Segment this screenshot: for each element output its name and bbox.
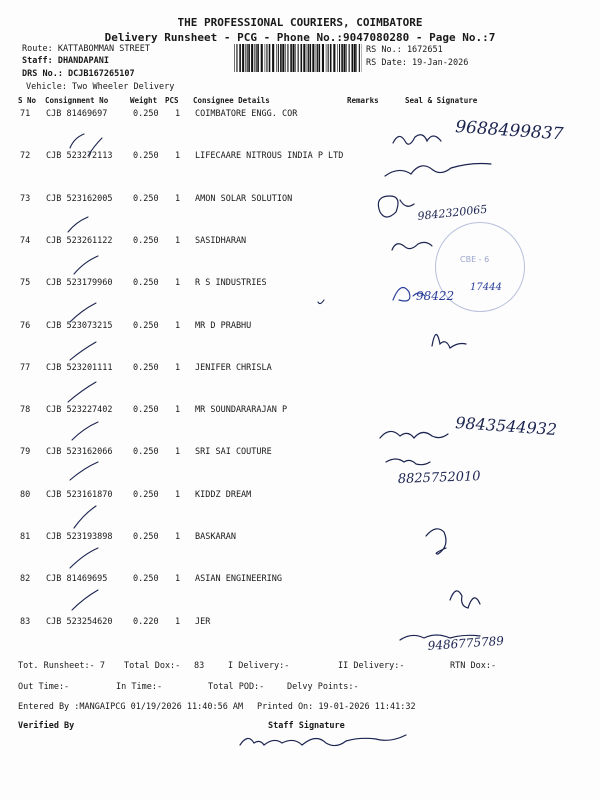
row-consignment: CJB 81469695 bbox=[46, 574, 108, 585]
row-consignee: AMON SOLAR SOLUTION bbox=[195, 193, 293, 204]
barcode-bar bbox=[261, 44, 263, 72]
barcode-bar bbox=[307, 44, 308, 72]
barcode-bar bbox=[341, 44, 343, 72]
row-consignment: CJB 81469697 bbox=[46, 109, 108, 119]
barcode-bar bbox=[295, 44, 296, 72]
row-consignment: CJB 523161870 bbox=[46, 489, 113, 500]
row-weight: 0.250 bbox=[133, 362, 159, 373]
barcode-bar bbox=[298, 44, 299, 72]
row-weight: 0.250 bbox=[133, 109, 159, 119]
rs-number: RS No.: 1672651 bbox=[366, 45, 443, 55]
barcode-bar bbox=[287, 44, 288, 72]
row-pcs: 1 bbox=[175, 405, 181, 416]
row-weight: 0.250 bbox=[133, 193, 159, 204]
row-consignee: JER bbox=[195, 616, 211, 627]
col-pcs: PCS bbox=[165, 96, 179, 105]
handwritten-note-2: 98422 bbox=[416, 289, 455, 303]
table-row bbox=[0, 321, 600, 335]
row-consignment: CJB 523201111 bbox=[46, 362, 113, 373]
barcode-bar bbox=[328, 44, 329, 72]
handwritten-phone-5: 9842320065 bbox=[416, 202, 488, 223]
barcode-bar bbox=[265, 44, 266, 72]
tick-mark bbox=[74, 256, 98, 274]
barcode-bar bbox=[356, 44, 357, 72]
row-consignee: MR SOUNDARARAJAN P bbox=[195, 405, 288, 416]
row-consignee: LIFECAARE NITROUS INDIA P LTD bbox=[195, 151, 344, 162]
row-sno: 83 bbox=[20, 616, 31, 627]
tick-mark bbox=[68, 217, 88, 232]
row-weight: 0.220 bbox=[133, 616, 159, 627]
row-sno: 78 bbox=[20, 405, 31, 416]
row-pcs: 1 bbox=[175, 193, 181, 204]
rs-date: RS Date: 19-Jan-2026 bbox=[366, 58, 469, 68]
barcode-bar bbox=[322, 44, 324, 72]
tick-mark bbox=[72, 422, 98, 440]
row-sno: 79 bbox=[20, 447, 31, 458]
barcode-bar bbox=[339, 44, 340, 72]
row-pcs: 1 bbox=[175, 489, 181, 500]
row-sno: 76 bbox=[20, 320, 31, 331]
barcode-bar bbox=[285, 44, 286, 72]
row-consignment: CJB 523193898 bbox=[46, 532, 113, 542]
col-consignee: Consignee Details bbox=[193, 96, 270, 105]
row-pcs: 1 bbox=[175, 574, 181, 585]
barcode-bar bbox=[282, 44, 284, 72]
barcode-bar bbox=[346, 44, 347, 72]
route-label: Route: KATTABOMMAN STREET bbox=[22, 44, 150, 54]
row-sno: 75 bbox=[20, 278, 31, 289]
barcode-bar bbox=[319, 44, 321, 72]
table-row bbox=[0, 574, 600, 588]
drs-label: DRS No.: DCJB167265107 bbox=[22, 69, 135, 79]
row-weight: 0.250 bbox=[133, 320, 159, 331]
barcode bbox=[234, 44, 362, 72]
barcode-bar bbox=[344, 44, 346, 72]
row-weight: 0.250 bbox=[133, 235, 159, 246]
row-consignee: MR D PRABHU bbox=[195, 320, 252, 331]
tick-mark bbox=[70, 134, 84, 148]
row-sno: 81 bbox=[20, 532, 31, 542]
barcode-bar bbox=[236, 44, 237, 72]
tick-mark bbox=[70, 548, 98, 568]
barcode-bar bbox=[247, 44, 248, 72]
barcode-bar bbox=[248, 44, 250, 72]
row-pcs: 1 bbox=[175, 616, 181, 627]
table-row bbox=[0, 447, 600, 461]
tick-mark bbox=[70, 342, 96, 360]
ii-delivery: II Delivery:- bbox=[338, 661, 405, 671]
barcode-bar bbox=[245, 44, 246, 72]
table-row bbox=[0, 617, 600, 631]
handwritten-phone-4: 9486775789 bbox=[427, 633, 505, 653]
barcode-bar bbox=[276, 44, 277, 72]
stamp-text: CBE - 6 bbox=[460, 255, 490, 264]
total-dox-label: Total Dox:- bbox=[124, 661, 181, 671]
barcode-bar bbox=[269, 44, 271, 72]
signature-row72 bbox=[385, 164, 491, 177]
staff-signature-label: Staff Signature bbox=[268, 721, 345, 731]
barcode-bar bbox=[254, 44, 255, 72]
table-row bbox=[0, 151, 600, 165]
row-consignee: R S INDUSTRIES bbox=[195, 278, 267, 289]
row-sno: 72 bbox=[20, 151, 31, 162]
barcode-bar bbox=[278, 44, 279, 72]
row-pcs: 1 bbox=[175, 109, 181, 119]
barcode-bar bbox=[352, 44, 354, 72]
verified-by: Verified By bbox=[18, 721, 75, 731]
handwritten-phone-2: 9843544932 bbox=[454, 413, 558, 440]
row-consignee: BASKARAN bbox=[195, 532, 236, 542]
row-consignee: COIMBATORE ENGG. COR bbox=[195, 109, 298, 119]
signature-row78 bbox=[380, 431, 448, 438]
barcode-bar bbox=[337, 44, 338, 72]
signature-row76 bbox=[432, 334, 466, 348]
barcode-bar bbox=[266, 44, 267, 72]
row-consignee: SASIDHARAN bbox=[195, 235, 247, 246]
barcode-bar bbox=[251, 44, 253, 72]
signature-row82 bbox=[450, 591, 480, 608]
row-consignment: CJB 523261122 bbox=[46, 235, 113, 246]
barcode-bar bbox=[293, 44, 295, 72]
tick-mark bbox=[68, 382, 96, 402]
tick-mark bbox=[70, 462, 98, 480]
row-consignment: CJB 523227402 bbox=[46, 405, 113, 416]
table-row bbox=[0, 194, 600, 208]
barcode-bar bbox=[330, 44, 332, 72]
row-pcs: 1 bbox=[175, 235, 181, 246]
row-weight: 0.250 bbox=[133, 447, 159, 458]
row-weight: 0.250 bbox=[133, 574, 159, 585]
barcode-bar bbox=[257, 44, 259, 72]
row-pcs: 1 bbox=[175, 447, 181, 458]
col-consignment: Consignment No bbox=[45, 96, 109, 105]
barcode-bar bbox=[354, 44, 356, 72]
row-weight: 0.250 bbox=[133, 278, 159, 289]
total-dox-value: 83 bbox=[194, 661, 205, 671]
row-pcs: 1 bbox=[175, 320, 181, 331]
row-consignee: ASIAN ENGINEERING bbox=[195, 574, 282, 585]
barcode-bar bbox=[301, 44, 303, 72]
row-weight: 0.250 bbox=[133, 405, 159, 416]
barcode-bar bbox=[303, 44, 305, 72]
barcode-bar bbox=[326, 44, 327, 72]
row-sno: 74 bbox=[20, 235, 31, 246]
row-sno: 80 bbox=[20, 489, 31, 500]
col-remarks: Remarks bbox=[347, 96, 379, 105]
row-consignment: CJB 523179960 bbox=[46, 278, 113, 289]
barcode-bar bbox=[317, 44, 318, 72]
vehicle-label: Vehicle: Two Wheeler Delivery bbox=[26, 82, 175, 92]
row-consignment: CJB 523073215 bbox=[46, 320, 113, 331]
table-row bbox=[0, 363, 600, 377]
barcode-bar bbox=[242, 44, 244, 72]
tick-mark bbox=[70, 303, 96, 322]
col-weight: Weight bbox=[130, 96, 158, 105]
col-seal: Seal & Signature bbox=[405, 96, 478, 105]
barcode-bar bbox=[359, 44, 360, 72]
staff-signature-scrawl bbox=[240, 735, 406, 746]
i-delivery: I Delivery:- bbox=[228, 661, 290, 671]
table-row bbox=[0, 490, 600, 504]
handwritten-phone-1: 9688499837 bbox=[454, 117, 564, 145]
barcode-bar bbox=[312, 44, 314, 72]
rtn-dox: RTN Dox:- bbox=[450, 661, 497, 671]
entered-by: Entered By :MANGAIPCG 01/19/2026 11:40:56 AM bbox=[18, 702, 244, 712]
row-sno: 73 bbox=[20, 193, 31, 204]
barcode-bar bbox=[349, 44, 350, 72]
table-row bbox=[0, 109, 600, 123]
row-weight: 0.250 bbox=[133, 151, 159, 162]
handwritten-note-1: 17444 bbox=[470, 282, 502, 293]
barcode-bar bbox=[234, 44, 235, 72]
seal-stamp bbox=[435, 222, 525, 312]
barcode-bar bbox=[239, 44, 241, 72]
table-row bbox=[0, 532, 600, 546]
tick-mark bbox=[74, 506, 96, 528]
printed-on: Printed On: 19-01-2026 11:41:32 bbox=[257, 702, 416, 712]
row-pcs: 1 bbox=[175, 532, 181, 542]
runsheet-subtitle: Delivery Runsheet - PCG - Phone No.:9047080280 - Page No.:7 bbox=[104, 31, 496, 44]
row-consignee: JENIFER CHRISLA bbox=[195, 362, 272, 373]
row-consignee: KIDDZ DREAM bbox=[195, 489, 252, 500]
barcode-bar bbox=[256, 44, 257, 72]
signature-row71 bbox=[393, 135, 441, 144]
row-sno: 77 bbox=[20, 362, 31, 373]
barcode-bar bbox=[272, 44, 274, 72]
row-weight: 0.250 bbox=[133, 532, 159, 542]
barcode-bar bbox=[316, 44, 317, 72]
row-consignee: SRI SAI COUTURE bbox=[195, 447, 272, 458]
table-row bbox=[0, 405, 600, 419]
row-pcs: 1 bbox=[175, 278, 181, 289]
staff-label: Staff: DHANDAPANI bbox=[22, 56, 109, 66]
tick-mark bbox=[318, 300, 324, 304]
row-weight: 0.250 bbox=[133, 489, 159, 500]
total-runsheet: Tot. Runsheet:- 7 bbox=[18, 661, 105, 671]
total-pod: Total POD:- bbox=[208, 682, 265, 692]
barcode-bar bbox=[308, 44, 309, 72]
out-time: Out Time:- bbox=[18, 682, 70, 692]
row-consignment: CJB 523162066 bbox=[46, 447, 113, 458]
row-consignment: CJB 523272113 bbox=[46, 151, 113, 162]
barcode-bar bbox=[290, 44, 292, 72]
signature-row83 bbox=[400, 635, 480, 640]
row-sno: 71 bbox=[20, 109, 31, 119]
row-consignment: CJB 523254620 bbox=[46, 616, 113, 627]
handwritten-phone-3: 8825752010 bbox=[397, 469, 481, 487]
row-sno: 82 bbox=[20, 574, 31, 585]
row-pcs: 1 bbox=[175, 151, 181, 162]
row-pcs: 1 bbox=[175, 362, 181, 373]
barcode-bar bbox=[280, 44, 282, 72]
barcode-bar bbox=[333, 44, 335, 72]
tick-mark bbox=[72, 590, 98, 610]
company-title: THE PROFESSIONAL COURIERS, COIMBATORE bbox=[177, 16, 423, 29]
row-consignment: CJB 523162005 bbox=[46, 193, 113, 204]
in-time: In Time:- bbox=[116, 682, 163, 692]
col-sno: S No bbox=[18, 96, 37, 105]
barcode-bar bbox=[310, 44, 312, 72]
delivery-points: Delvy Points:- bbox=[287, 682, 359, 692]
